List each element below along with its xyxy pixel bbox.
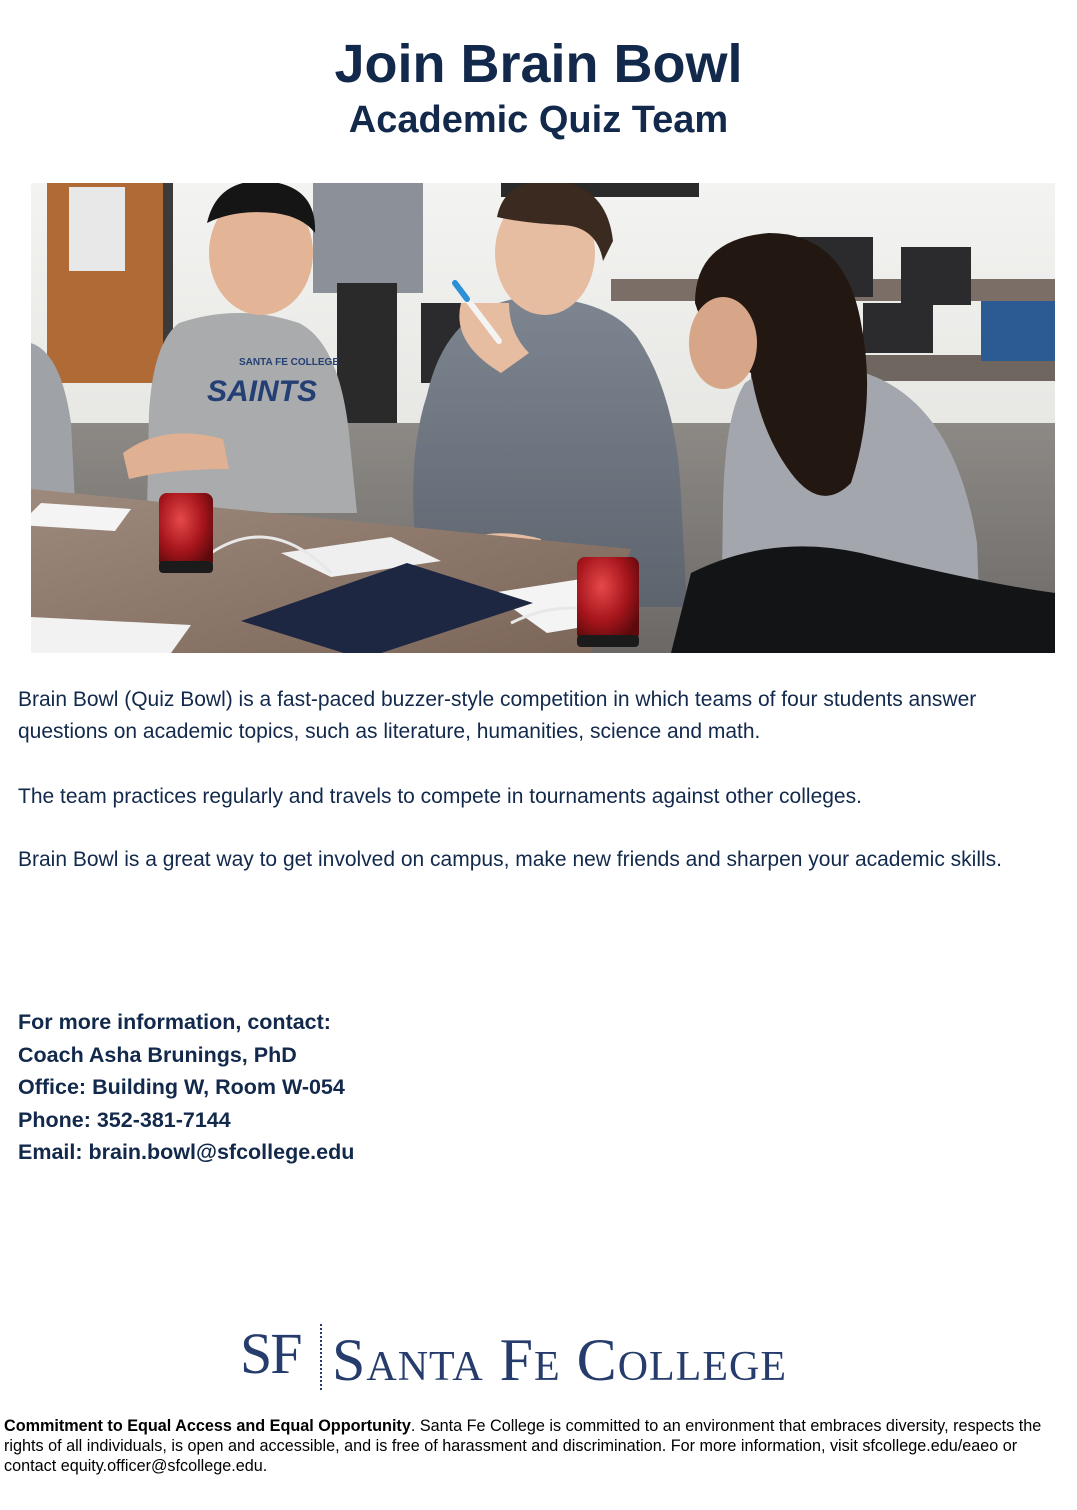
contact-office: Office: Building W, Room W-054 <box>18 1075 345 1099</box>
contact-heading: For more information, contact: <box>18 1010 331 1034</box>
contact-email[interactable]: Email: brain.bowl@sfcollege.edu <box>18 1140 355 1164</box>
college-logo <box>240 1318 850 1398</box>
description-paragraph-1: Brain Bowl (Quiz Bowl) is a fast-paced buzzer-style competition in which teams of four students answer questions on academic topics, such as literature, humanities, science and math. <box>18 688 977 743</box>
equal-opportunity-statement <box>4 1416 1072 1476</box>
contact-block <box>18 1006 718 1169</box>
footer-heading: Commitment to Equal Access and Equal Opportunity <box>4 1417 411 1435</box>
page-subtitle: Academic Quiz Team <box>348 99 729 141</box>
description-paragraph-3: Brain Bowl is a great way to get involved on campus, make new friends and sharpen your academic skills. <box>18 848 1002 871</box>
shirt-text-small: SANTA FE COLLEGE <box>239 357 339 368</box>
students-photo <box>31 183 1055 653</box>
logo-mark: SF <box>240 1321 301 1386</box>
page-title: Join Brain Bowl <box>334 34 743 94</box>
description-paragraph-2: The team practices regularly and travels to compete in tournaments against other colleges. <box>18 785 862 808</box>
contact-name: Coach Asha Brunings, PhD <box>18 1042 297 1067</box>
shirt-text: SAINTS <box>207 375 318 408</box>
footer-text: . Santa Fe College is committed to an environment that embraces diversity, respects the rights of all individuals, is open and accessible, and is free of harassment and discrimination. For more information, visit sfcollege.edu/eaeo or contact equity.officer@sfcollege.edu. <box>4 1417 1042 1475</box>
logo-wordmark: Santa Fe College <box>332 1327 787 1393</box>
contact-phone: Phone: 352-381-7144 <box>18 1107 231 1132</box>
logo-divider <box>320 1324 322 1390</box>
